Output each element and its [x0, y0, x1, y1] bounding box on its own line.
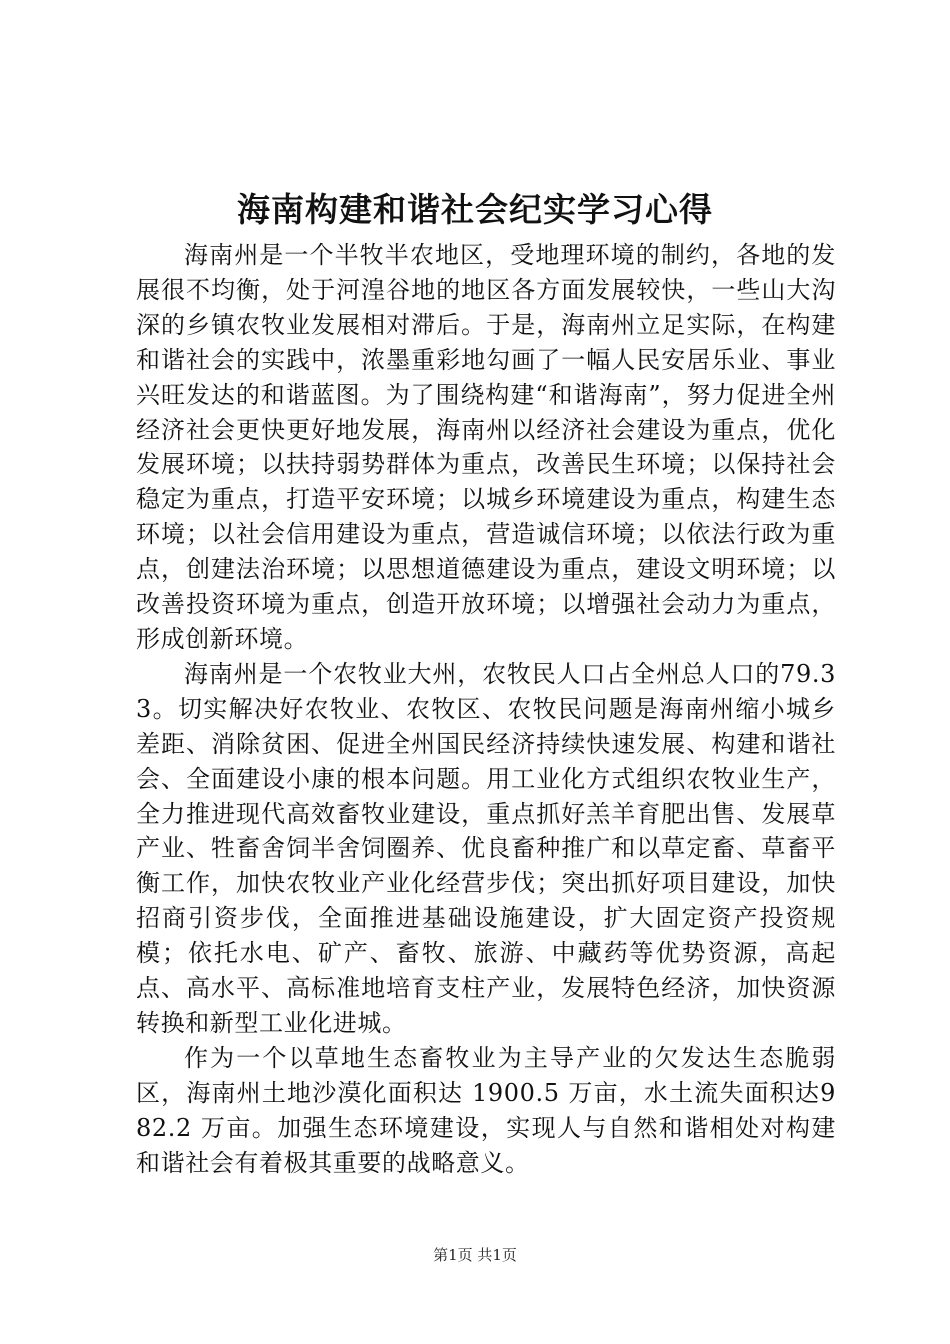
document-body	[136, 238, 836, 1180]
paragraph-3: 作为一个以草地生态畜牧业为主导产业的欠发达生态脆弱区，海南州土地沙漠化面积达 1900.5 万亩，水土流失面积达982.2 万亩。加强生态环境建设，实现人与自然和谐相处对构建和谐社会有着极其重要的战略意义。	[136, 1043, 836, 1177]
page-footer: 第1页 共1页	[433, 1246, 517, 1264]
paragraph-2: 海南州是一个农牧业大州，农牧民人口占全州总人口的79.33。切实解决好农牧业、农牧区、农牧民问题是海南州缩小城乡差距、消除贫困、促进全州国民经济持续快速发展、构建和谐社会、全面建设小康的根本问题。用工业化方式组织农牧业生产，全力推进现代高效畜牧业建设，重点抓好羔羊育肥出售、发展草产业、牲畜舍饲半舍饲圈养、优良畜种推广和以草定畜、草畜平衡工作，加快农牧业产业化经营步伐；突出抓好项目建设，加快招商引资步伐，全面推进基础设施建设，扩大固定资产投资规模；依托水电、矿产、畜牧、旅游、中藏药等优势资源，高起点、高水平、高标准地培育支柱产业，发展特色经济，加快资源转换和新型工业化进城。	[136, 659, 836, 1037]
document-title: 海南构建和谐社会纪实学习心得	[237, 190, 713, 229]
paragraph-1: 海南州是一个半牧半农地区，受地理环境的制约，各地的发展很不均衡，处于河湟谷地的地区各方面发展较快，一些山大沟深的乡镇农牧业发展相对滞后。于是，海南州立足实际，在构建和谐社会的实践中，浓墨重彩地勾画了一幅人民安居乐业、事业兴旺发达的和谐蓝图。为了围绕构建“和谐海南”，努力促进全州经济社会更快更好地发展，海南州以经济社会建设为重点，优化发展环境；以扶持弱势群体为重点，改善民生环境；以保持社会稳定为重点，打造平安环境；以城乡环境建设为重点，构建生态环境；以社会信用建设为重点，营造诚信环境；以依法行政为重点，创建法治环境；以思想道德建设为重点，建设文明环境；以改善投资环境为重点，创造开放环境；以增强社会动力为重点，形成创新环境。	[136, 241, 836, 653]
